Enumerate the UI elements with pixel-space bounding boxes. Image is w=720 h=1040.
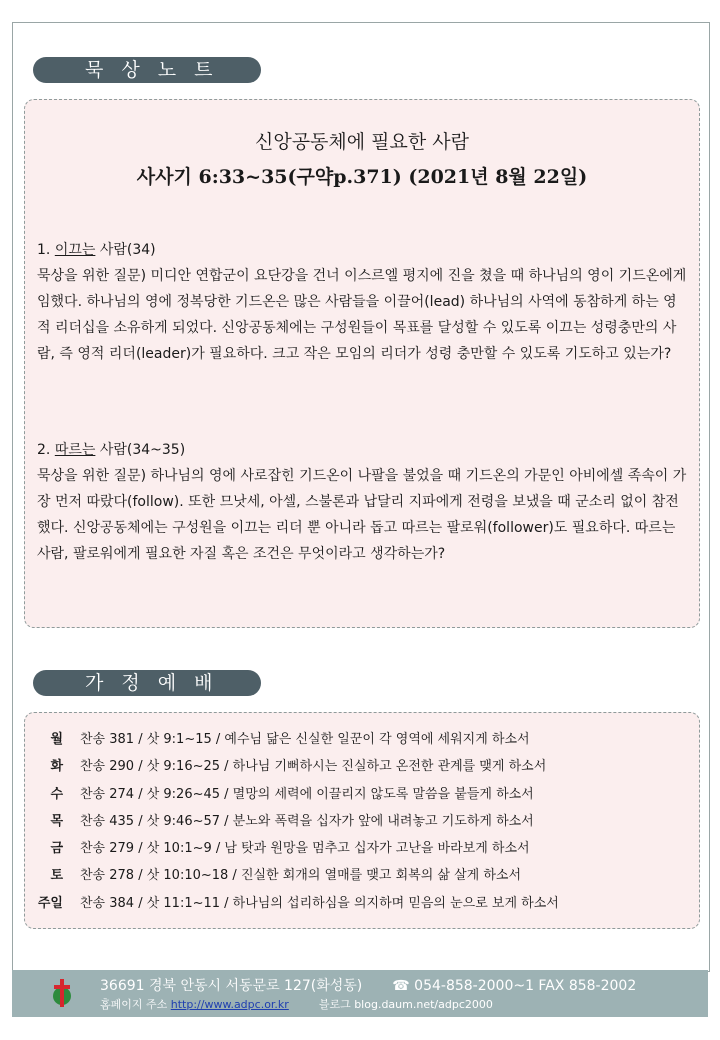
worship-text: 찬송 384 / 삿 11:1~11 / 하나님의 섭리하심을 의지하며 믿음의 눈으로 보게 하소서 <box>80 895 559 911</box>
worship-row-tuesday <box>25 753 699 780</box>
homepage-label: 홈페이지 주소 <box>100 998 168 1011</box>
point-1-heading: 1. 이끄는 사람(34) <box>37 242 156 258</box>
meditation-title: 신앙공동체에 필요한 사람 <box>255 131 469 153</box>
scripture-reference: 사사기 6:33~35(구약p.371) (2021년 8월 22일) <box>136 166 588 188</box>
worship-schedule <box>25 726 699 917</box>
footer-contact-line <box>100 975 636 995</box>
worship-day: 화 <box>50 759 63 775</box>
footer-web-line <box>100 996 493 1012</box>
worship-text: 찬송 278 / 삿 10:10~18 / 진실한 회개의 열매를 맺고 회복의 삶 살게 하소서 <box>80 868 522 884</box>
worship-day: 주일 <box>37 895 63 911</box>
footer-blog: 블로그 blog.daum.net/adpc2000 <box>318 998 493 1011</box>
worship-row-wednesday <box>25 781 699 808</box>
point-1-body: 묵상을 위한 질문) 미디안 연합군이 요단강을 건너 이스르엘 평지에 진을 쳤을 때 하나님의 영이 기드온에게 임했다. 하나님의 영에 정복당한 기드온은 많은 사람들을 이끌어(lead) 하나님의 사역에 동참하게 하는 영적 리더십을 소유하게 되었다. 신앙공동체에는 구성원들이 목표를 달성할 수 있도록 이끄는 성령충만의 사람, 즉 영적 리더(leader)가 필요하다. 크고 작은 모임의 리더가 성령 충만할 수 있도록 기도하고 있는가? <box>37 268 687 362</box>
worship-day: 토 <box>50 868 63 884</box>
worship-text: 찬송 435 / 삿 9:46~57 / 분노와 폭력을 십자가 앞에 내려놓고 기도하게 하소서 <box>80 813 534 829</box>
meditation-section-label: 묵 상 노 트 <box>33 57 261 83</box>
point-1-keyword: 이끄는 <box>54 242 96 258</box>
meditation-point-1 <box>37 237 689 367</box>
footer <box>12 970 708 1017</box>
worship-text: 찬송 274 / 삿 9:26~45 / 멸망의 세력에 이끌리지 않도록 말씀을 붙들게 하소서 <box>80 786 534 802</box>
worship-row-monday <box>25 726 699 753</box>
worship-text: 찬송 381 / 삿 9:1~15 / 예수님 닮은 신실한 일꾼이 각 영역에 세워지게 하소서 <box>80 732 530 747</box>
worship-row-saturday <box>25 862 699 889</box>
point-2-body: 묵상을 위한 질문) 하나님의 영에 사로잡힌 기드온이 나팔을 불었을 때 기드온의 가문인 아비에셀 족속이 가장 먼저 따랐다(follow). 또한 므낫세, 아셀, 스불론과 납달리 지파에게 전령을 보냈을 때 군소리 없이 참전했다. 신앙공동체에는 구성원을 이끄는 리더 뿐 아니라 돕고 따르는 팔로워(follower)도 필요하다. 따르는 사람, 팔로워에게 필요한 자질 혹은 조건은 무엇이라고 생각하는가? <box>37 468 687 562</box>
church-cross-logo-icon <box>51 977 73 1009</box>
worship-day: 목 <box>50 813 63 829</box>
point-2-keyword: 따르는 <box>54 442 96 458</box>
worship-row-friday <box>25 835 699 862</box>
family-worship-section-label: 가 정 예 배 <box>33 670 261 696</box>
worship-text: 찬송 279 / 삿 10:1~9 / 남 탓과 원망을 멈추고 십자가 고난을 바라보게 하소서 <box>80 841 530 857</box>
meditation-box <box>24 99 700 628</box>
homepage-link[interactable]: http://www.adpc.or.kr <box>170 998 289 1011</box>
worship-row-thursday <box>25 808 699 835</box>
point-2-heading: 2. 따르는 사람(34~35) <box>37 442 186 458</box>
worship-text: 찬송 290 / 삿 9:16~25 / 하나님 기뻐하시는 진실하고 온전한 관계를 맺게 하소서 <box>80 759 547 775</box>
footer-phone: ☎ 054-858-2000~1 FAX 858-2002 <box>392 978 637 994</box>
worship-day: 수 <box>50 786 63 802</box>
worship-day: 월 <box>50 732 63 747</box>
meditation-point-2 <box>37 437 689 567</box>
family-worship-box <box>24 712 700 929</box>
footer-address: 36691 경북 안동시 서동문로 127(화성동) <box>100 978 363 994</box>
worship-day: 금 <box>50 841 63 857</box>
worship-row-sunday <box>25 890 699 917</box>
